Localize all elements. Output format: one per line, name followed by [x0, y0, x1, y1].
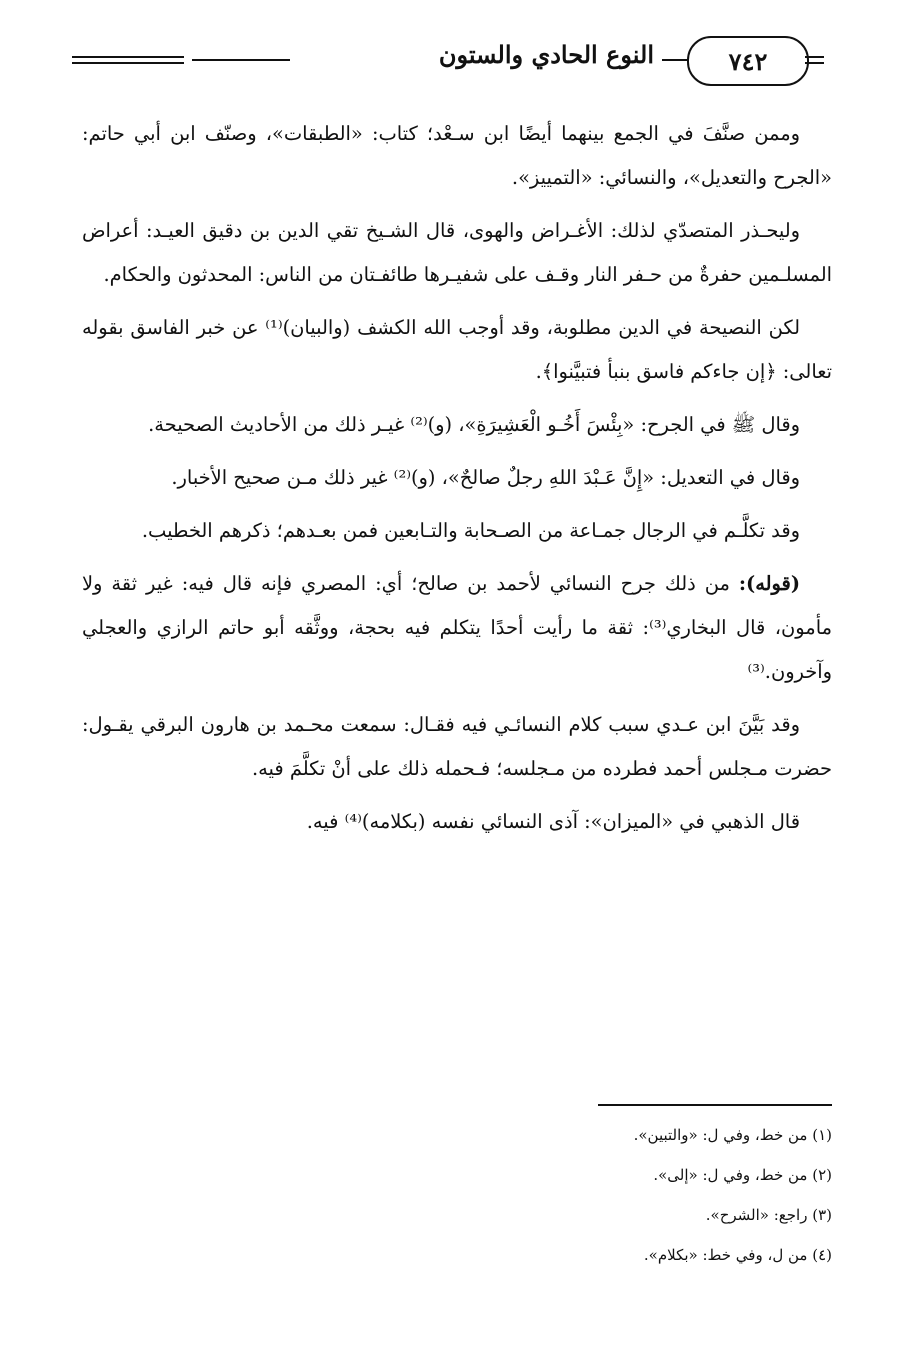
footnote-3: (٣) راجع: «الشرح».: [705, 1206, 832, 1224]
header-rule-right-inner: [662, 59, 688, 61]
footnote-divider: [598, 1104, 832, 1106]
header-rule-right-bottom: [805, 62, 824, 64]
footnote-2: (٢) من خط، وفي ل: «إلى».: [653, 1166, 832, 1184]
paragraph-qawluhu: [82, 562, 832, 694]
header-rule-left-bottom: [72, 62, 184, 64]
paragraph-2: وليحـذر المتصدّي لذلك: الأغـراض والهوى، قال الشـيخ تقي الدين بن دقيق العيـد: أعراض المسلـمين حفرةٌ من حـفر النار وقـف على شفيـرها طائفـتان من الناس: المحدثون والحكام.: [82, 219, 832, 286]
header-title: النوع الحادي والستون: [438, 40, 654, 69]
paragraph-8: قال الذهبي في «الميزان»: آذى النسائي نفسه (بكلامه)⁽⁴⁾ فيه.: [306, 810, 800, 833]
paragraph-6: وقد تكلَّـم في الرجال جمـاعة من الصـحابة والتـابعين فمن بعـدهم؛ ذكرهم الخطيب.: [141, 519, 800, 542]
footnotes: [560, 1123, 832, 1283]
qawluhu-text: من ذلك جرح النسائي لأحمد بن صالح؛ أي: المصري فإنه قال فيه: غير ثقة ولا مأمون، قال البخاري⁽³⁾: ثقة ما رأيت أحدًا يتكلم فيه بحجة، ووثَّقه أبو حاتم الرازي والعجلي وآخرون.⁽³⁾: [82, 572, 832, 683]
footnote-4: (٤) من ل، وفي خط: «بكلام».: [643, 1246, 832, 1264]
header-rule-left-top: [72, 56, 184, 58]
footnote-1: (١) من خط، وفي ل: «والتبين».: [633, 1126, 832, 1144]
paragraph-4: وقال ﷺ في الجرح: «بِئْسَ أَخُـو الْعَشِيرَةِ»، (و)⁽²⁾ غيـر ذلك من الأحاديث الصحيحة.: [148, 413, 800, 436]
main-text: [82, 112, 832, 853]
page-number: ٧٤٢: [728, 46, 768, 76]
header-rule-right-top: [805, 56, 824, 58]
header-rule-middle: [192, 59, 290, 61]
paragraph-5: وقال في التعديل: «إِنَّ عَـبْدَ اللهِ رجلٌ صالحٌ»، (و)⁽²⁾ غير ذلك مـن صحيح الأخبار.: [171, 466, 800, 489]
paragraph-3: لكن النصيحة في الدين مطلوبة، وقد أوجب الله الكشف (والبيان)⁽¹⁾ عن خبر الفاسق بقوله تعالى: ﴿إن جاءكم فاسق بنبأ فتبيَّنوا﴾.: [82, 316, 832, 383]
page-header: [72, 34, 824, 88]
qawluhu-label: (قوله):: [738, 572, 800, 595]
paragraph-7: وقد بَيَّنَ ابن عـدي سبب كلام النسائـي فيه فقـال: سمعت محـمد بن هارون البرقي يقـول: حضرت مـجلس أحمد فطرده من مـجلسه؛ فـحمله ذلك على أنْ تكلَّمَ فيه.: [82, 713, 832, 780]
page-number-badge: [687, 36, 809, 86]
paragraph-1: وممن صنَّفَ في الجمع بينهما أيضًا ابن سـعْد؛ كتاب: «الطبقات»، وصنّف ابن أبي حاتم: «الجرح والتعديل»، والنسائي: «التمييز».: [82, 122, 832, 189]
